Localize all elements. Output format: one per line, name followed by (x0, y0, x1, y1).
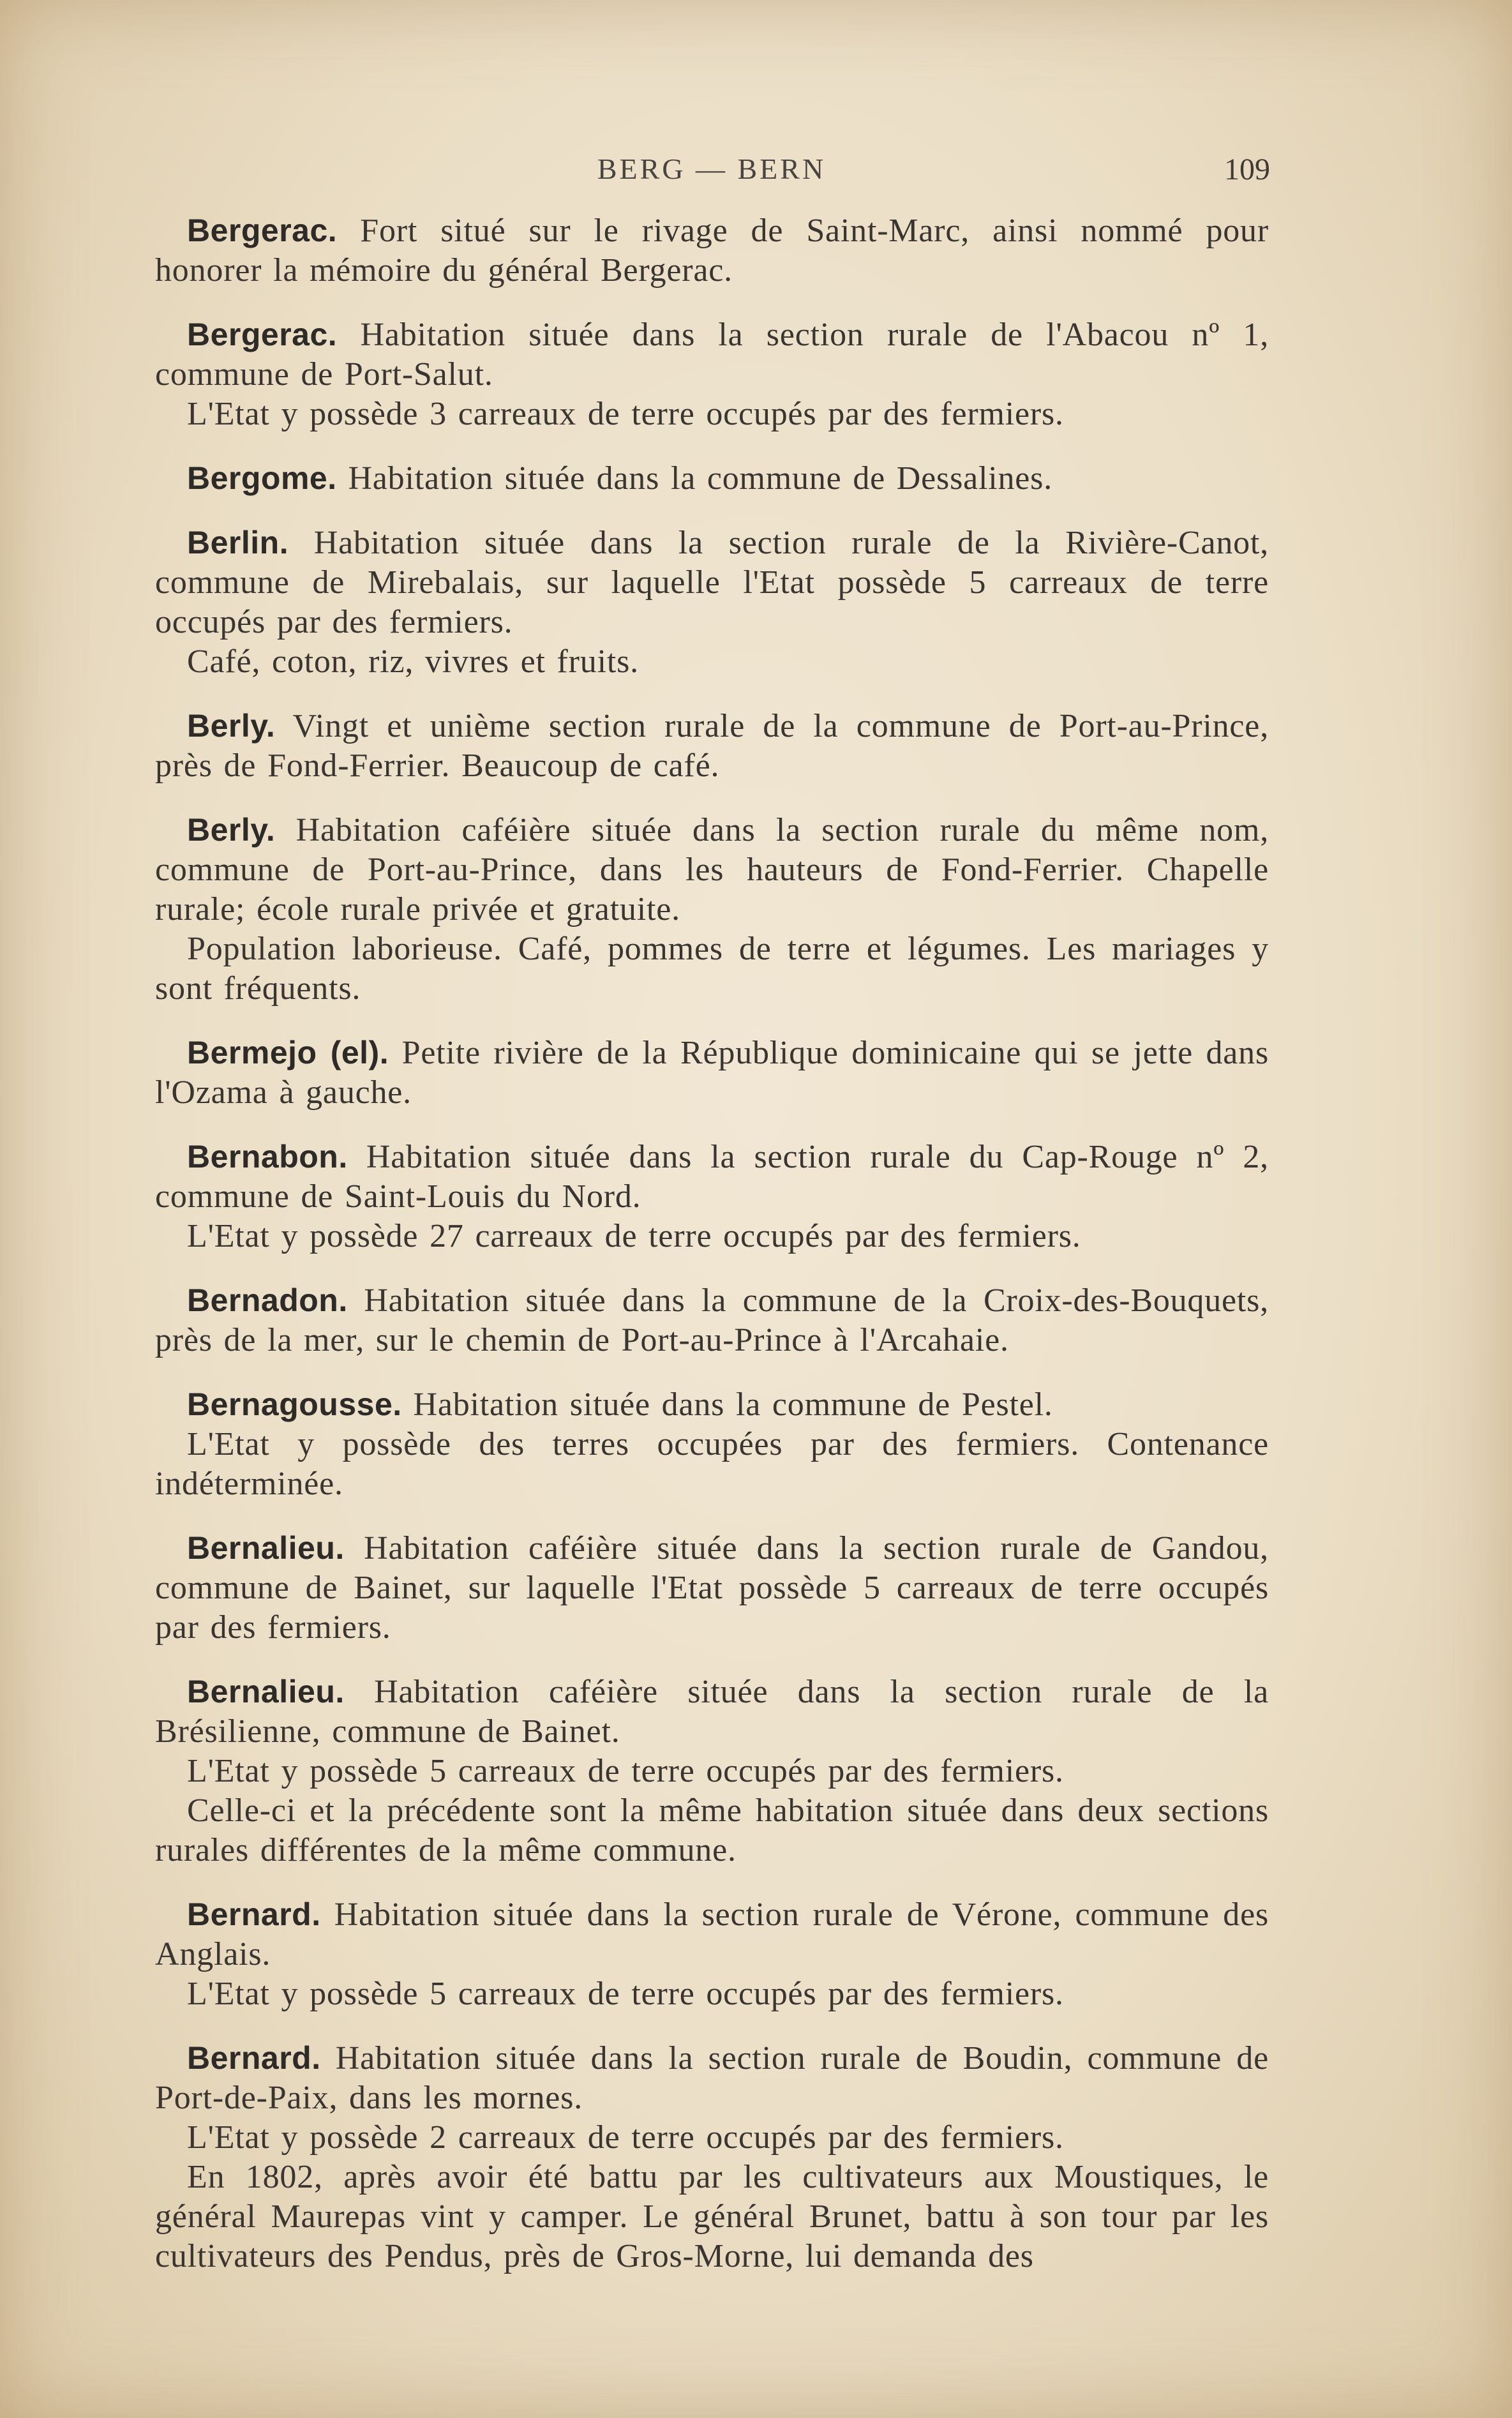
entry-headword: Berly. (187, 812, 276, 848)
entry (155, 211, 1269, 290)
entry (155, 1528, 1269, 1648)
entry-headword: Bernalieu. (187, 1530, 345, 1566)
entry (155, 1280, 1269, 1360)
running-title: BERG — BERN (597, 153, 827, 185)
entry (155, 523, 1269, 682)
dictionary-entries (155, 211, 1269, 2301)
entry-paragraph: L'Etat y possède 5 carreaux de terre occupés par des fermiers. (187, 1753, 1064, 1789)
entry (155, 1895, 1269, 2014)
entry-headword: Berlin. (187, 525, 289, 560)
entry-text: Habitation située dans la section rurale de l'Abacou nº 1, commune de Port-Salut. (155, 317, 1269, 393)
entry-paragraph (155, 1385, 1269, 1425)
entry (155, 706, 1269, 786)
entry-paragraph (155, 211, 1269, 290)
entry-text: Habitation située dans la section rurale de Vérone, commune des Anglais. (155, 1896, 1269, 1972)
entry-text: Habitation située dans la commune de la Croix-des-Bouquets, près de la mer, sur le chemin de Port-au-Prince à l'Arcahaie. (155, 1282, 1269, 1358)
entry-headword: Bermejo (el). (187, 1035, 389, 1070)
entry-paragraph: L'Etat y possède 3 carreaux de terre occupés par des fermiers. (187, 396, 1064, 432)
entry-paragraph (155, 2038, 1269, 2118)
entry-paragraph: En 1802, après avoir été battu par les cultivateurs aux Moustiques, le général Maurepas vint y camper. Le général Brunet, battu à son tour par les cultivateurs des Pendus, près de Gros-Morne, lui demanda des (155, 2159, 1269, 2274)
entry-paragraph (155, 523, 1269, 642)
entry (155, 810, 1269, 1009)
entry-text: Habitation caféière située dans la section rurale du même nom, commune de Port-au-Prince, dans les hauteurs de Fond-Ferrier. Chapelle rurale; école rurale privée et gratuite. (155, 812, 1269, 927)
entry-paragraph: Café, coton, riz, vivres et fruits. (187, 643, 639, 680)
entry-headword: Bernabon. (187, 1139, 348, 1175)
entry-headword: Berly. (187, 708, 276, 744)
entry (155, 1033, 1269, 1113)
entry-text: Petite rivière de la République dominicaine qui se jette dans l'Ozama à gauche. (155, 1035, 1269, 1111)
entry-paragraph (155, 1528, 1269, 1648)
entry-paragraph (155, 1672, 1269, 1752)
entry-headword: Bergerac. (187, 213, 338, 248)
entry-headword: Bernalieu. (187, 1674, 345, 1709)
entry-text: Fort situé sur le rivage de Saint-Marc, ainsi nommé pour honorer la mémoire du général Bergerac. (155, 213, 1269, 289)
entry (155, 1672, 1269, 1870)
entry-headword: Bernadon. (187, 1282, 348, 1318)
entry-paragraph: L'Etat y possède des terres occupées par des fermiers. Contenance indéterminée. (155, 1426, 1269, 1502)
entry (155, 315, 1269, 434)
entry-paragraph (155, 1033, 1269, 1113)
entry-text: Habitation caféière située dans la section rurale de la Brésilienne, commune de Bainet. (155, 1674, 1269, 1750)
entry (155, 2038, 1269, 2276)
page-number: 109 (1224, 153, 1270, 186)
entry-text: Vingt et unième section rurale de la commune de Port-au-Prince, près de Fond-Ferrier. Beaucoup de café. (155, 708, 1269, 784)
entry-paragraph: Population laborieuse. Café, pommes de terre et légumes. Les mariages y sont fréquents. (155, 931, 1269, 1007)
entry-headword: Bernard. (187, 2040, 321, 2076)
entry-paragraph: Celle-ci et la précédente sont la même habitation située dans deux sections rurales différentes de la même commune. (155, 1792, 1269, 1868)
entry (155, 1385, 1269, 1504)
entry-paragraph (155, 458, 1269, 499)
entry-paragraph (155, 706, 1269, 786)
entry-paragraph (155, 1895, 1269, 1974)
entry-text: Habitation située dans la commune de Dessalines. (348, 460, 1053, 497)
entry-text: Habitation située dans la commune de Pestel. (413, 1386, 1053, 1423)
entry-headword: Bernard. (187, 1896, 321, 1932)
entry-paragraph: L'Etat y possède 2 carreaux de terre occupés par des fermiers. (187, 2119, 1064, 2156)
entry-paragraph (155, 1137, 1269, 1217)
entry-paragraph: L'Etat y possède 27 carreaux de terre occupés par des fermiers. (187, 1218, 1081, 1254)
running-head (153, 152, 1270, 197)
entry-text: Habitation située dans la section rurale de Boudin, commune de Port-de-Paix, dans les mornes. (155, 2040, 1269, 2116)
entry-paragraph (155, 810, 1269, 929)
entry-paragraph: L'Etat y possède 5 carreaux de terre occupés par des fermiers. (187, 1976, 1064, 2012)
entry-paragraph (155, 1280, 1269, 1360)
entry-headword: Bernagousse. (187, 1386, 402, 1422)
entry-text: Habitation caféière située dans la section rurale de Gandou, commune de Bainet, sur laquelle l'Etat possède 5 carreaux de terre occupés par des fermiers. (155, 1530, 1269, 1646)
entry-headword: Bergerac. (187, 317, 338, 352)
entry (155, 1137, 1269, 1256)
entry-paragraph (155, 315, 1269, 394)
entry-text: Habitation située dans la section rurale de la Rivière-Canot, commune de Mirebalais, sur laquelle l'Etat possède 5 carreaux de terre occupés par des fermiers. (155, 525, 1269, 640)
entry-headword: Bergome. (187, 460, 337, 496)
entry-text: Habitation située dans la section rurale du Cap-Rouge nº 2, commune de Saint-Louis du Nord. (155, 1139, 1269, 1215)
entry (155, 458, 1269, 499)
